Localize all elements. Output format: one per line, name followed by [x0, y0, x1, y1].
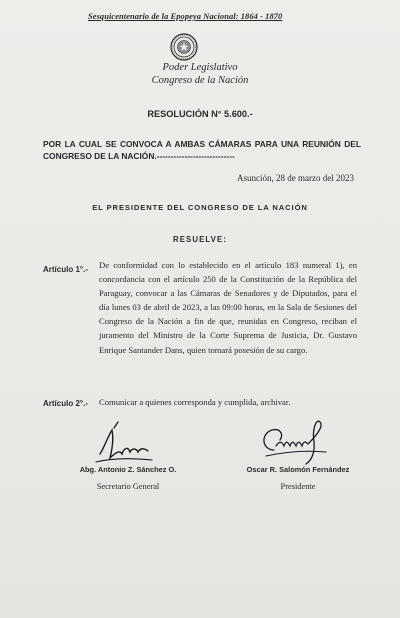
article-1-text: De conformidad con lo establecido en el artículo 183 numeral 1), en concordancia con el artículo 250 de la Constitución de la República del Paraguay, convocar a las Cámaras de Senadores y de Diputados, para el día lunes 03 de abril de 2023, a las 09:00 horas, en la Sala de Sesiones del Congreso de la Nación a fin de que, reunidas en Congreso, reciban el juramento del Ministro de la Corte Suprema de Justicia, Dr. Gustavo Enrique Santander Dans, quien tomará posesión de su cargo.	[99, 260, 357, 355]
institution-line-2: Congreso de la Nación	[151, 75, 249, 86]
resuelve-heading: RESUELVE:	[173, 235, 227, 244]
president-name: Oscar R. Salomón Fernández	[246, 465, 350, 474]
article-1-label: Artículo 1°.-	[43, 265, 88, 274]
resolution-number: RESOLUCIÓN N° 5.600.-	[147, 109, 253, 119]
institution-line-1: Poder Legislativo	[162, 62, 238, 73]
article-2-text: Comunicar a quienes corresponda y cumplida, archivar.	[99, 397, 291, 407]
commemoration-header: Sesquicentenario de la Epopeya Nacional: 1864 - 1870	[88, 12, 283, 21]
issuer-heading: EL PRESIDENTE DEL CONGRESO DE LA NACIÓN	[92, 203, 308, 212]
national-seal-icon	[170, 33, 198, 61]
resolution-date: Asunción, 28 de marzo del 2023	[237, 173, 354, 183]
secretary-role: Secretario General	[96, 482, 160, 491]
resolution-subject: POR LA CUAL SE CONVOCA A AMBAS CÁMARAS PARA UNA REUNIÓN DEL CONGRESO DE LA NACIÓN.----------------------------	[43, 139, 361, 161]
secretary-signature-icon	[92, 418, 156, 468]
article-2-label: Artículo 2°.-	[43, 399, 88, 408]
secretary-name: Abg. Antonio Z. Sánchez O.	[79, 465, 177, 474]
president-role: Presidente	[280, 482, 316, 491]
president-signature-icon	[254, 416, 334, 468]
